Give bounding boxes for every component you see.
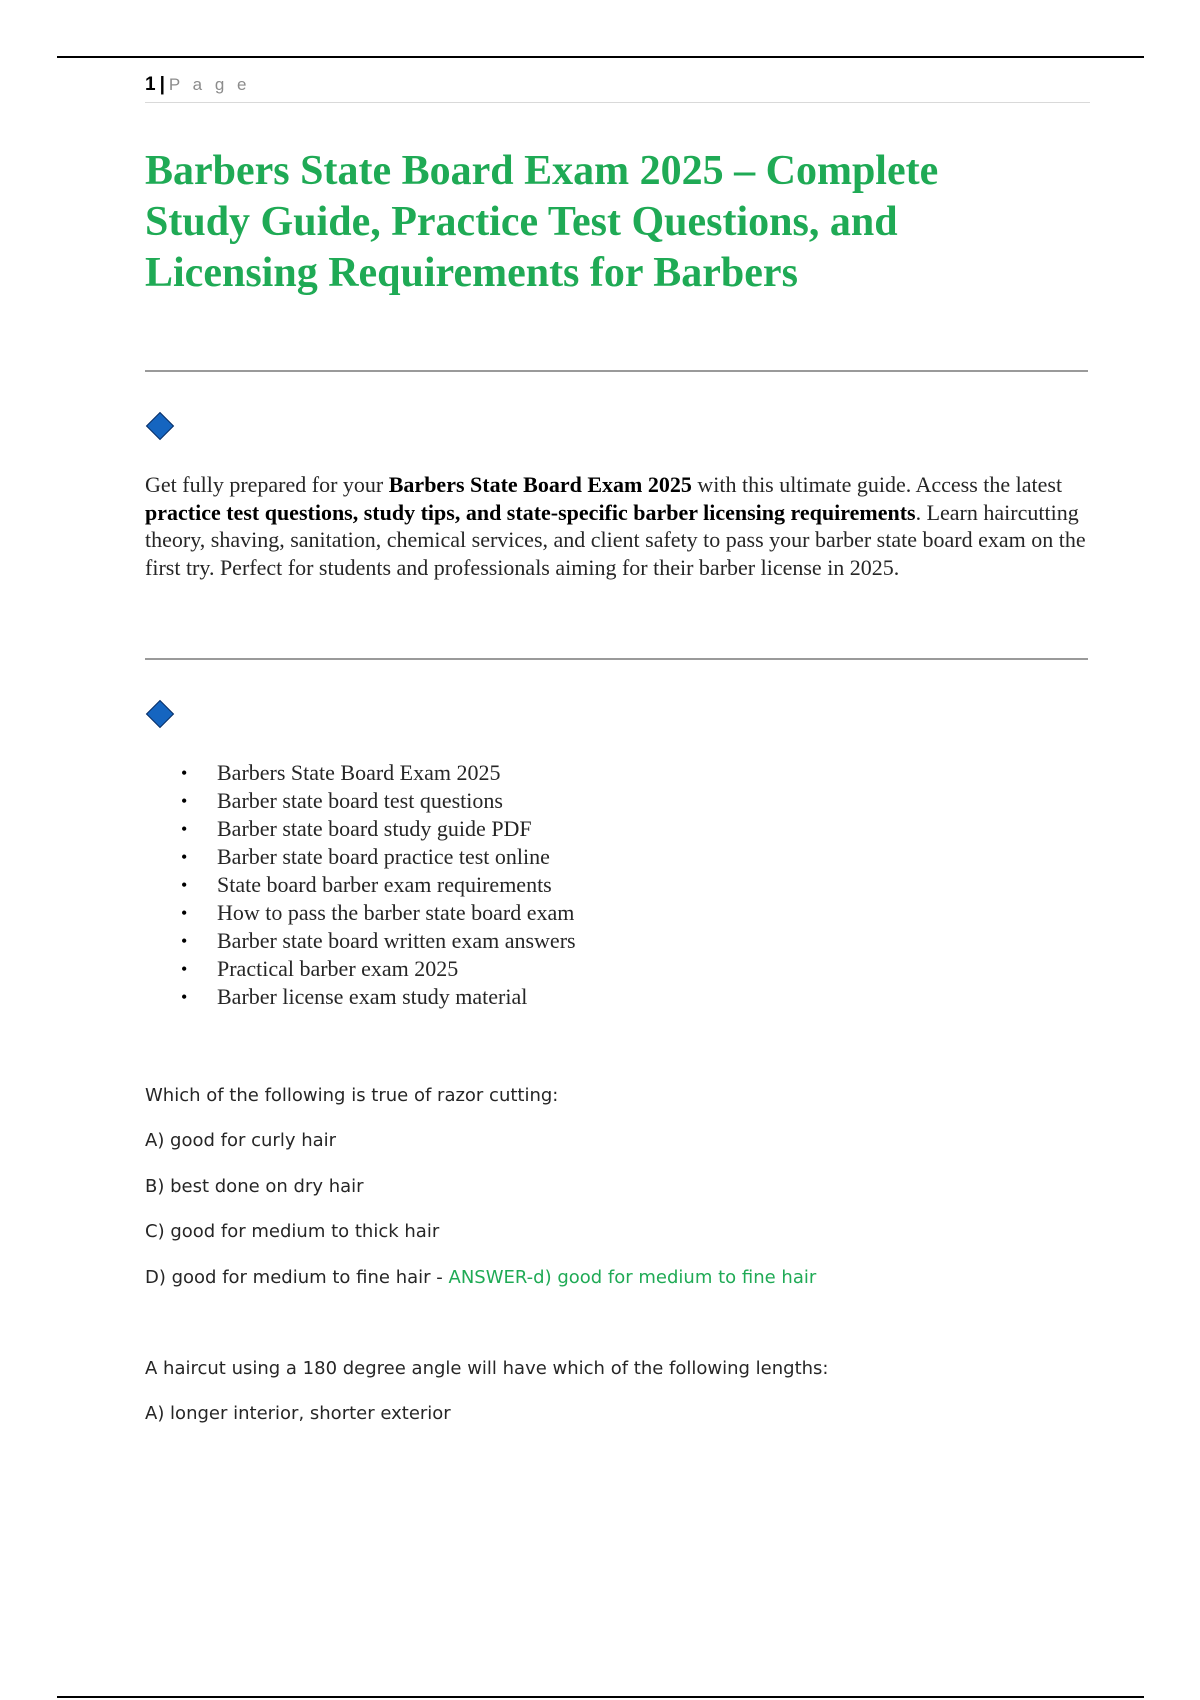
document-title: Barbers State Board Exam 2025 – Complete Study Guide, Practice Test Questions, and Licensing Requirements for Barbers	[145, 148, 939, 296]
list-item: • State board barber exam requirements	[217, 871, 576, 899]
intro-paragraph	[145, 471, 1090, 581]
list-item: • Barber state board test questions	[217, 787, 576, 815]
top-border-rule	[57, 56, 1144, 58]
list-item: • How to pass the barber state board exam	[217, 899, 576, 927]
list-item: • Barbers State Board Exam 2025	[217, 759, 576, 787]
list-item: • Barber state board written exam answers	[217, 927, 576, 955]
list-item: • Barber state board practice test online	[217, 843, 576, 871]
answer-option-text: D) good for medium to fine hair -	[145, 1267, 449, 1288]
bottom-border-rule	[57, 1696, 1144, 1698]
page-separator: |	[159, 74, 165, 95]
intro-text: with this ultimate guide. Access the latest	[691, 472, 1063, 497]
intro-text: . Learn haircutting theory, shaving, sanitation, chemical services, and client safety to pass your barber state board exam on the first try. Perfect for students and professionals aiming for their barber license in 2025.	[145, 499, 1086, 580]
answer-option	[145, 1267, 816, 1288]
intro-text: Get fully prepared for your	[145, 472, 389, 497]
list-item: • Barber license exam study material	[217, 983, 576, 1011]
page-header	[145, 74, 1090, 103]
list-item: • Barber state board study guide PDF	[217, 815, 576, 843]
list-item: • Practical barber exam 2025	[217, 955, 576, 983]
answer-option: A) good for curly hair	[145, 1130, 337, 1151]
intro-bold-resources: practice test questions, study tips, and state-specific barber licensing requirements	[145, 499, 916, 525]
question-text: Which of the following is true of razor cutting:	[145, 1085, 559, 1106]
answer-option: B) best done on dry hair	[145, 1176, 364, 1197]
section-divider	[145, 658, 1088, 660]
page-label: P a g e	[168, 75, 251, 94]
question-text: A haircut using a 180 degree angle will have which of the following lengths:	[145, 1358, 829, 1379]
page-number: 1	[145, 74, 156, 95]
blue-diamond-icon	[146, 700, 174, 728]
section-divider	[145, 370, 1088, 372]
answer-option: C) good for medium to thick hair	[145, 1221, 440, 1242]
answer-option: A) longer interior, shorter exterior	[145, 1403, 451, 1424]
keyword-list	[217, 759, 576, 1011]
correct-answer: ANSWER-d) good for medium to fine hair	[448, 1267, 817, 1288]
intro-bold-exam: Barbers State Board Exam 2025	[388, 472, 692, 497]
blue-diamond-icon	[146, 412, 174, 440]
